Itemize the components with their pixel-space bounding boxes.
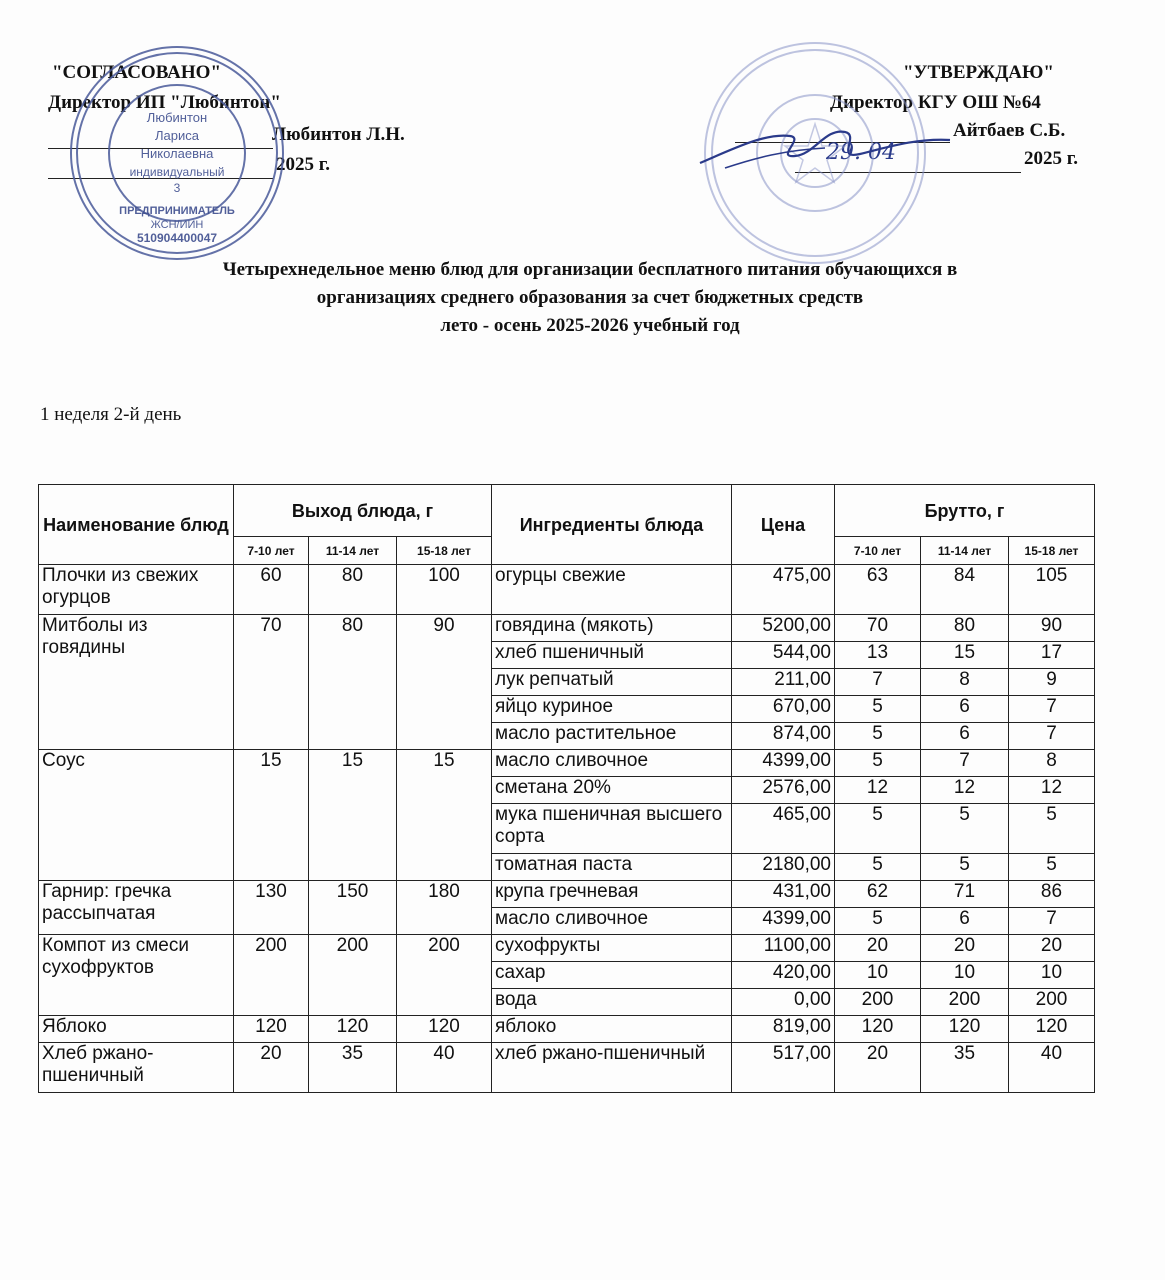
ingredient-cell: масло растительное: [492, 723, 732, 750]
gross-cell-11-14: 20: [921, 935, 1009, 962]
yield-cell-11-14: 120: [309, 1016, 397, 1043]
dish-name-cell: Хлеб ржано-пшеничный: [39, 1043, 234, 1093]
dish-name-cell: Соус: [39, 750, 234, 881]
stamp-text-line-3: Николаевна: [140, 146, 214, 161]
gross-cell-7-10: 5: [835, 804, 921, 854]
gross-cell-11-14: 10: [921, 962, 1009, 989]
yield-cell-15-18: 180: [397, 881, 492, 935]
ingredient-cell: масло сливочное: [492, 750, 732, 777]
handwritten-date: 29. 04: [826, 140, 896, 165]
price-cell: 5200,00: [732, 615, 835, 642]
header-gross-age-7-10: 7-10 лет: [835, 537, 921, 565]
gross-cell-11-14: 7: [921, 750, 1009, 777]
price-cell: 4399,00: [732, 750, 835, 777]
yield-cell-7-10: 130: [234, 881, 309, 935]
yield-cell-7-10: 20: [234, 1043, 309, 1093]
yield-cell-7-10: 70: [234, 615, 309, 750]
stamp-text-line-4: индивидуальный: [129, 165, 225, 179]
header-gross-age-15-18: 15-18 лет: [1009, 537, 1095, 565]
price-cell: 465,00: [732, 804, 835, 854]
header-ingredients: Ингредиенты блюда: [492, 485, 732, 565]
ingredient-cell: огурцы свежие: [492, 565, 732, 615]
gross-cell-11-14: 84: [921, 565, 1009, 615]
table-row: [39, 1016, 1095, 1043]
gross-cell-11-14: 6: [921, 908, 1009, 935]
gross-cell-15-18: 5: [1009, 804, 1095, 854]
yield-cell-15-18: 200: [397, 935, 492, 1016]
approval-right-year: 2025 г.: [1024, 148, 1078, 169]
price-cell: 475,00: [732, 565, 835, 615]
dish-name-cell: Гарнир: гречка рассыпчатая: [39, 881, 234, 935]
gross-cell-15-18: 5: [1009, 854, 1095, 881]
approval-right-heading: "УТВЕРЖДАЮ": [903, 62, 1054, 83]
price-cell: 2576,00: [732, 777, 835, 804]
menu-table-body: [39, 565, 1095, 1093]
gross-cell-15-18: 105: [1009, 565, 1095, 615]
gross-cell-15-18: 86: [1009, 881, 1095, 908]
gross-cell-7-10: 62: [835, 881, 921, 908]
gross-cell-7-10: 5: [835, 696, 921, 723]
gross-cell-15-18: 7: [1009, 723, 1095, 750]
gross-cell-11-14: 120: [921, 1016, 1009, 1043]
gross-cell-15-18: 10: [1009, 962, 1095, 989]
gross-cell-15-18: 9: [1009, 669, 1095, 696]
yield-cell-15-18: 15: [397, 750, 492, 881]
header-gross: Брутто, г: [835, 485, 1095, 537]
gross-cell-11-14: 8: [921, 669, 1009, 696]
approval-left-year: 2025 г.: [276, 154, 330, 175]
price-cell: 211,00: [732, 669, 835, 696]
stamp-id: 510904400047: [136, 231, 218, 245]
table-row: [39, 565, 1095, 615]
dish-name-cell: Яблоко: [39, 1016, 234, 1043]
table-row: [39, 935, 1095, 962]
ingredient-cell: крупа гречневая: [492, 881, 732, 908]
gross-cell-7-10: 70: [835, 615, 921, 642]
dish-name-cell: Компот из смеси сухофруктов: [39, 935, 234, 1016]
stamp-id-label: ЖСН/ИИН: [150, 219, 204, 231]
approval-right-name: Айтбаев С.Б.: [953, 120, 1066, 141]
ingredient-cell: сахар: [492, 962, 732, 989]
gross-cell-11-14: 15: [921, 642, 1009, 669]
price-cell: 670,00: [732, 696, 835, 723]
price-cell: 1100,00: [732, 935, 835, 962]
price-cell: 517,00: [732, 1043, 835, 1093]
gross-cell-7-10: 12: [835, 777, 921, 804]
gross-cell-7-10: 5: [835, 750, 921, 777]
yield-cell-11-14: 15: [309, 750, 397, 881]
ingredient-cell: хлеб пшеничный: [492, 642, 732, 669]
gross-cell-11-14: 35: [921, 1043, 1009, 1093]
approval-left-name: Любинтон Л.Н.: [272, 124, 405, 145]
header-gross-age-11-14: 11-14 лет: [921, 537, 1009, 565]
gross-cell-15-18: 20: [1009, 935, 1095, 962]
gross-cell-7-10: 20: [835, 935, 921, 962]
ip-stamp: [66, 42, 288, 264]
stamp-text-line-2: Лариса: [155, 128, 199, 143]
ingredient-cell: масло сливочное: [492, 908, 732, 935]
gross-cell-15-18: 17: [1009, 642, 1095, 669]
stamp-text-line-5: 3: [173, 181, 181, 195]
price-cell: 874,00: [732, 723, 835, 750]
ingredient-cell: вода: [492, 989, 732, 1016]
price-cell: 0,00: [732, 989, 835, 1016]
yield-cell-11-14: 150: [309, 881, 397, 935]
yield-cell-15-18: 120: [397, 1016, 492, 1043]
stamp-bottom-text: ПРЕДПРИНИМАТЕЛЬ: [119, 205, 235, 217]
gross-cell-15-18: 12: [1009, 777, 1095, 804]
gross-cell-7-10: 13: [835, 642, 921, 669]
yield-cell-11-14: 80: [309, 615, 397, 750]
week-day-label: 1 неделя 2-й день: [40, 404, 182, 425]
header-yield-age-15-18: 15-18 лет: [397, 537, 492, 565]
approval-right-position: Директор КГУ ОШ №64: [830, 92, 1041, 113]
gross-cell-7-10: 10: [835, 962, 921, 989]
ingredient-cell: мука пшеничная высшего сорта: [492, 804, 732, 854]
yield-cell-7-10: 200: [234, 935, 309, 1016]
gross-cell-7-10: 5: [835, 723, 921, 750]
ingredient-cell: томатная паста: [492, 854, 732, 881]
gross-cell-7-10: 7: [835, 669, 921, 696]
gross-cell-7-10: 120: [835, 1016, 921, 1043]
table-row: [39, 881, 1095, 908]
table-row: [39, 615, 1095, 642]
price-cell: 2180,00: [732, 854, 835, 881]
ingredient-cell: лук репчатый: [492, 669, 732, 696]
gross-cell-7-10: 63: [835, 565, 921, 615]
gross-cell-11-14: 80: [921, 615, 1009, 642]
header-dish: Наименование блюд: [39, 485, 234, 565]
ingredient-cell: сухофрукты: [492, 935, 732, 962]
ingredient-cell: хлеб ржано-пшеничный: [492, 1043, 732, 1093]
menu-table: [38, 484, 1095, 1093]
gross-cell-11-14: 6: [921, 696, 1009, 723]
gross-cell-15-18: 8: [1009, 750, 1095, 777]
yield-cell-15-18: 40: [397, 1043, 492, 1093]
price-cell: 431,00: [732, 881, 835, 908]
yield-cell-7-10: 120: [234, 1016, 309, 1043]
document-title: [60, 256, 1120, 340]
table-row: [39, 750, 1095, 777]
ingredient-cell: яблоко: [492, 1016, 732, 1043]
yield-cell-11-14: 80: [309, 565, 397, 615]
gross-cell-11-14: 6: [921, 723, 1009, 750]
approval-left-position: Директор ИП "Любинтон": [48, 92, 281, 113]
price-cell: 420,00: [732, 962, 835, 989]
ingredient-cell: яйцо куриное: [492, 696, 732, 723]
gross-cell-15-18: 7: [1009, 696, 1095, 723]
yield-cell-7-10: 60: [234, 565, 309, 615]
gross-cell-7-10: 20: [835, 1043, 921, 1093]
gross-cell-15-18: 90: [1009, 615, 1095, 642]
yield-cell-11-14: 200: [309, 935, 397, 1016]
ingredient-cell: говядина (мякоть): [492, 615, 732, 642]
yield-cell-15-18: 100: [397, 565, 492, 615]
title-line-3: лето - осень 2025-2026 учебный год: [440, 315, 740, 336]
title-line-1: Четырехнедельное меню блюд для организации бесплатного питания обучающихся в: [222, 259, 958, 280]
table-row: [39, 1043, 1095, 1093]
stamp-text-line-1: Любинтон: [146, 110, 208, 125]
gross-cell-7-10: 5: [835, 908, 921, 935]
header-yield-age-7-10: 7-10 лет: [234, 537, 309, 565]
header-price: Цена: [732, 485, 835, 565]
director-signature: [695, 118, 955, 178]
gross-cell-11-14: 5: [921, 804, 1009, 854]
gross-cell-15-18: 120: [1009, 1016, 1095, 1043]
title-line-2: организациях среднего образования за счет бюджетных средств: [316, 287, 864, 308]
gross-cell-11-14: 12: [921, 777, 1009, 804]
gross-cell-7-10: 200: [835, 989, 921, 1016]
dish-name-cell: Митболы из говядины: [39, 615, 234, 750]
gross-cell-15-18: 7: [1009, 908, 1095, 935]
gross-cell-15-18: 200: [1009, 989, 1095, 1016]
gross-cell-11-14: 200: [921, 989, 1009, 1016]
yield-cell-15-18: 90: [397, 615, 492, 750]
price-cell: 4399,00: [732, 908, 835, 935]
gross-cell-7-10: 5: [835, 854, 921, 881]
ingredient-cell: сметана 20%: [492, 777, 732, 804]
yield-cell-11-14: 35: [309, 1043, 397, 1093]
approval-left-heading: "СОГЛАСОВАНО": [52, 62, 222, 83]
dish-name-cell: Плочки из свежих огурцов: [39, 565, 234, 615]
gross-cell-11-14: 71: [921, 881, 1009, 908]
header-yield: Выход блюда, г: [234, 485, 492, 537]
gross-cell-11-14: 5: [921, 854, 1009, 881]
yield-cell-7-10: 15: [234, 750, 309, 881]
price-cell: 819,00: [732, 1016, 835, 1043]
gross-cell-15-18: 40: [1009, 1043, 1095, 1093]
price-cell: 544,00: [732, 642, 835, 669]
header-yield-age-11-14: 11-14 лет: [309, 537, 397, 565]
